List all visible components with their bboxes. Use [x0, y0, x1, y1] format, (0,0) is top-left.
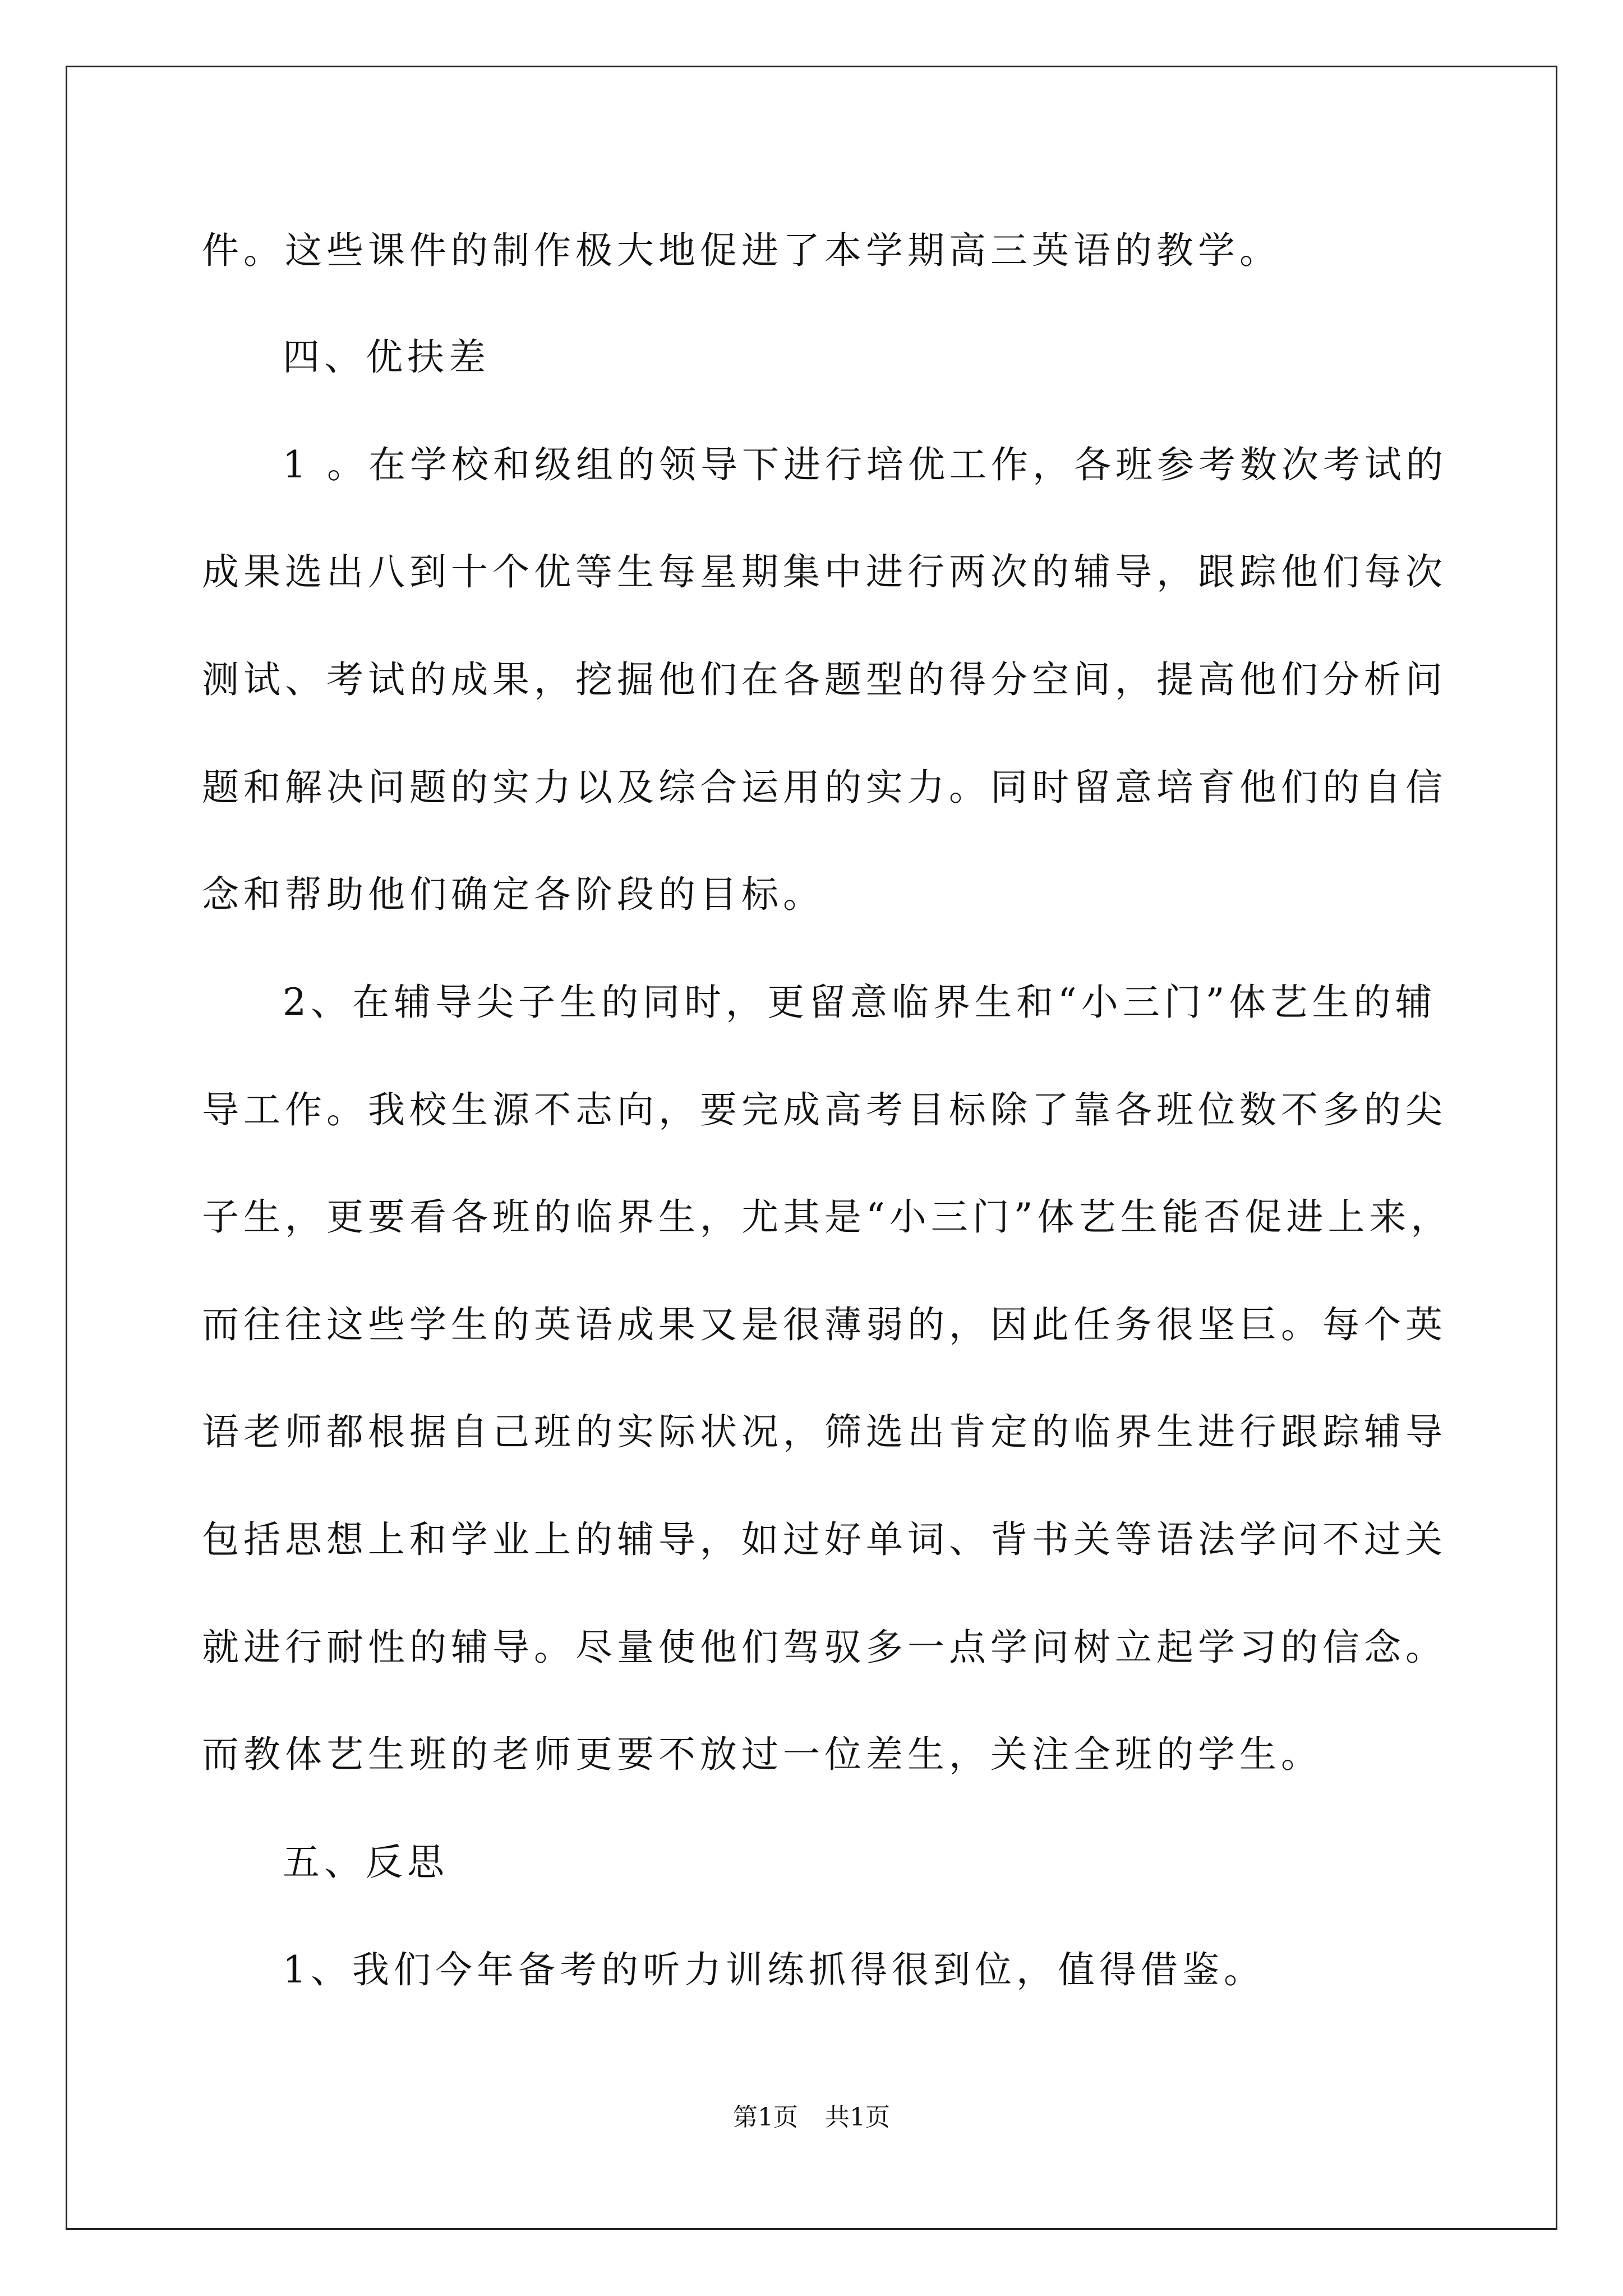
section-heading: 四、优扶差: [283, 335, 490, 379]
text-line: 语老师都根据自己班的实际状况，筛选出肯定的临界生进行跟踪辅导: [202, 1410, 1447, 1453]
page-total: 共1页: [825, 2103, 890, 2132]
page-border: [66, 66, 1557, 2230]
text-line: 件。这些课件的制作极大地促进了本学期高三英语的教学。: [202, 229, 1281, 272]
text-line: 2、在辅导尖子生的同时，更留意临界生和“小三门”体艺生的辅: [283, 981, 1437, 1024]
text-line: 导工作。我校生源不志向，要完成高考目标除了靠各班位数不多的尖: [202, 1088, 1447, 1131]
page-number: 第1页: [733, 2103, 798, 2132]
text-line: 子生，更要看各班的临界生，尤其是“小三门”体艺生能否促进上来，: [202, 1195, 1453, 1239]
text-line: 1、我们今年备考的听力训练抓得很到位，值得借鉴。: [283, 1948, 1265, 1991]
page-footer: [0, 2101, 1623, 2134]
text-line: 包括思想上和学业上的辅导，如过好单词、背书关等语法学问不过关: [202, 1518, 1447, 1561]
text-line: 而往往这些学生的英语成果又是很薄弱的，因此任务很坚巨。每个英: [202, 1303, 1447, 1346]
text-line: 就进行耐性的辅导。尽量使他们驾驭多一点学问树立起学习的信念。: [202, 1626, 1447, 1669]
text-line: 题和解决问题的实力以及综合运用的实力。同时留意培育他们的自信: [202, 766, 1447, 809]
section-heading: 五、反思: [283, 1841, 449, 1884]
text-line: 1 。在学校和级组的领导下进行培优工作，各班参考数次考试的: [283, 443, 1447, 486]
text-line: 念和帮助他们确定各阶段的目标。: [202, 873, 824, 916]
text-line: 测试、考试的成果，挖掘他们在各题型的得分空间，提高他们分析问: [202, 658, 1447, 701]
text-line: 而教体艺生班的老师更要不放过一位差生，关注全班的学生。: [202, 1733, 1322, 1776]
text-line: 成果选出八到十个优等生每星期集中进行两次的辅导，跟踪他们每次: [202, 550, 1447, 593]
